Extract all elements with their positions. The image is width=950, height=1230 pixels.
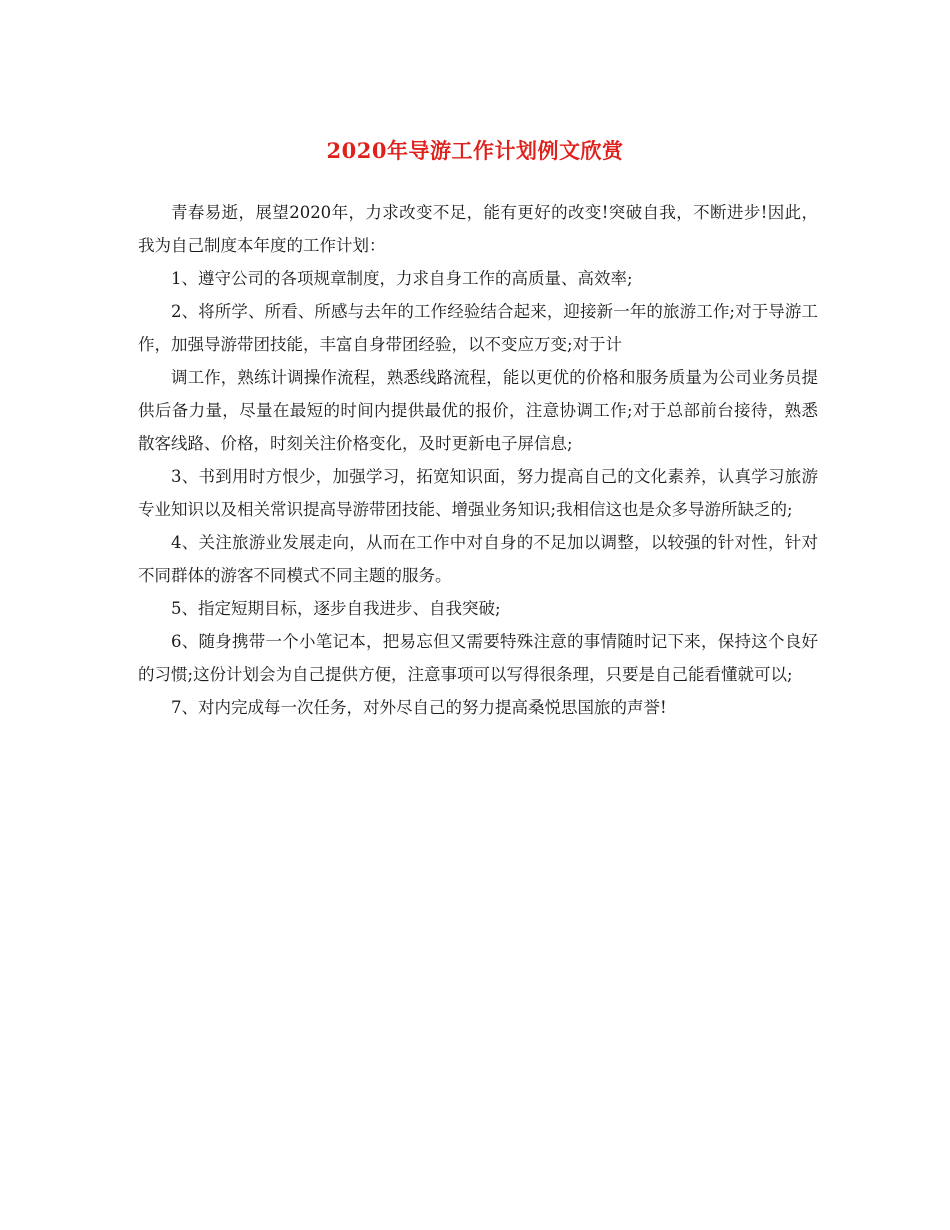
paragraph-item-3: 3、书到用时方恨少，加强学习，拓宽知识面，努力提高自己的文化素养，认真学习旅游专业知识以及相关常识提高导游带团技能、增强业务知识;我相信这也是众多导游所缺乏的; (138, 467, 818, 519)
paragraph-item-6: 6、随身携带一个小笔记本，把易忘但又需要特殊注意的事情随时记下来，保持这个良好的习惯;这份计划会为自己提供方便，注意事项可以写得很条理，只要是自己能看懂就可以; (138, 632, 818, 684)
paragraph-item-1: 1、遵守公司的各项规章制度，力求自身工作的高质量、高效率; (171, 269, 633, 288)
paragraph-item-2-continued: 调工作，熟练计调操作流程，熟悉线路流程，能以更优的价格和服务质量为公司业务员提供后备力量，尽量在最短的时间内提供最优的报价，注意协调工作;对于总部前台接待，熟悉散客线路、价格，时刻关注价格变化，及时更新电子屏信息; (138, 368, 818, 453)
paragraph-item-5: 5、指定短期目标，逐步自我进步、自我突破; (171, 599, 501, 618)
page-title: 2020年导游工作计划例文欣赏 (326, 138, 624, 163)
paragraph-item-7: 7、对内完成每一次任务，对外尽自己的努力提高桑悦思国旅的声誉! (171, 698, 667, 717)
paragraph-intro: 青春易逝，展望2020年，力求改变不足，能有更好的改变!突破自我，不断进步!因此，我为自己制度本年度的工作计划： (138, 203, 818, 255)
paragraph-item-4: 4、关注旅游业发展走向，从而在工作中对自身的不足加以调整，以较强的针对性，针对不同群体的游客不同模式不同主题的服务。 (138, 533, 818, 585)
paragraph-item-2: 2、将所学、所看、所感与去年的工作经验结合起来，迎接新一年的旅游工作;对于导游工作，加强导游带团技能，丰富自身带团经验，以不变应万变;对于计 (138, 302, 818, 354)
document-body (138, 196, 818, 724)
